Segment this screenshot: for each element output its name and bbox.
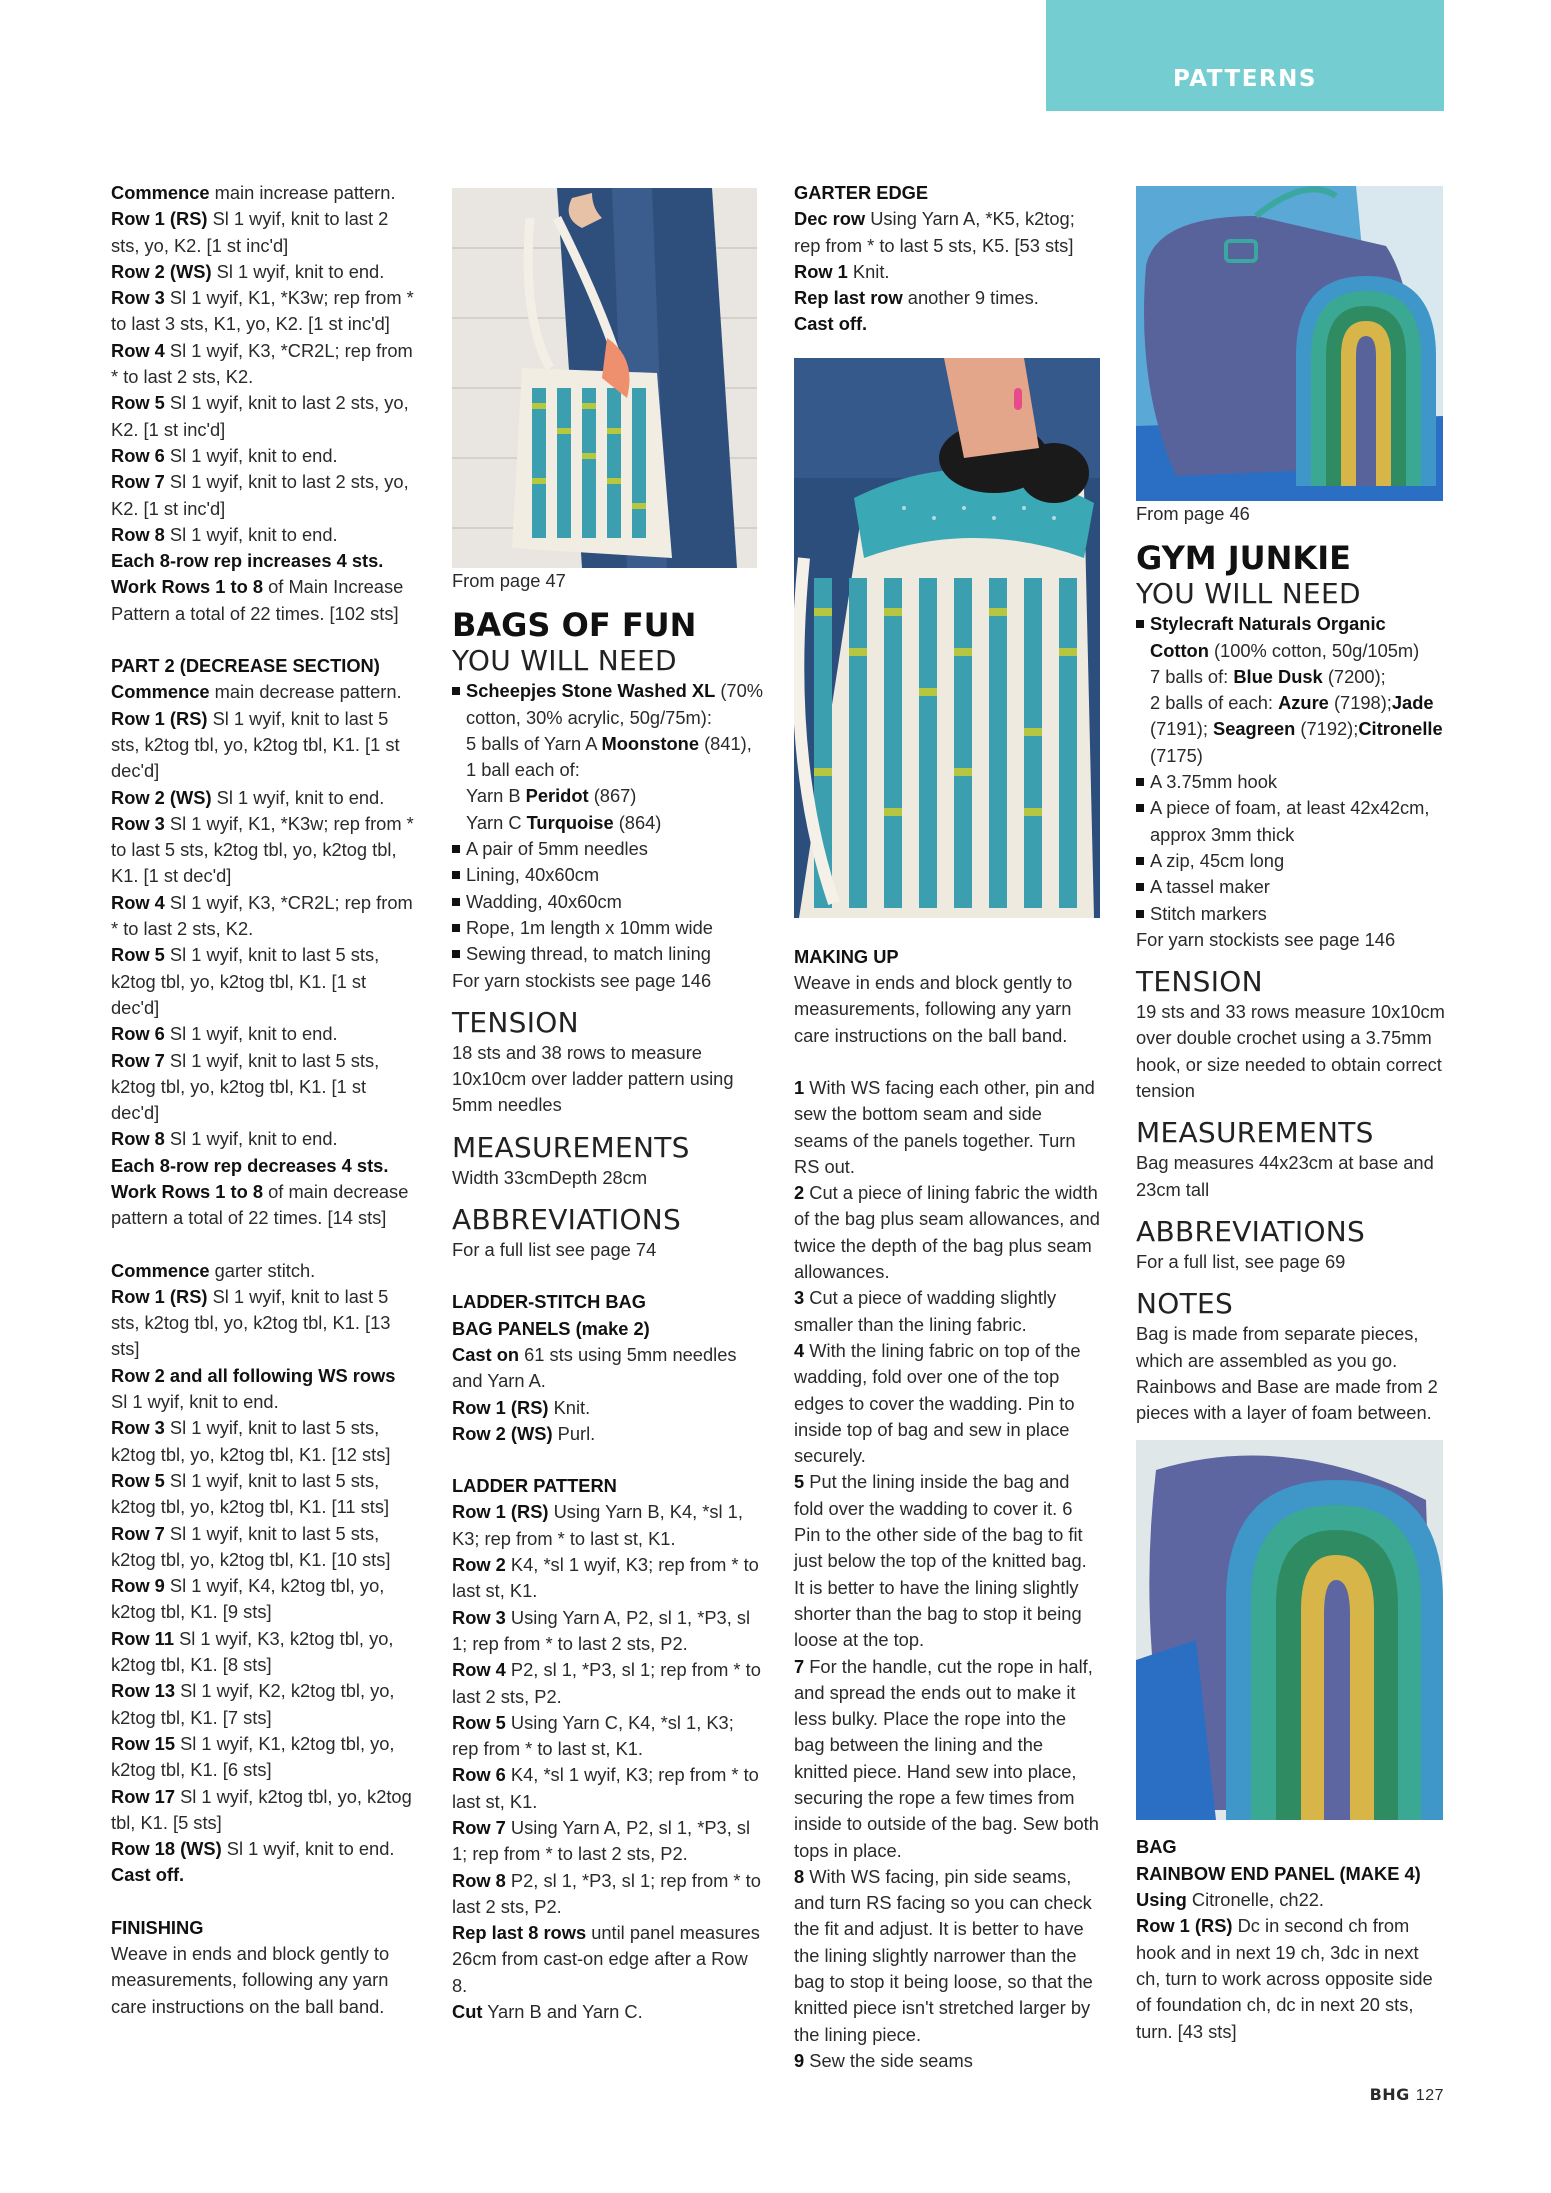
bold-run: Turquoise — [526, 811, 614, 833]
bold-run: Using — [1136, 1889, 1187, 1911]
bold-run: Row 8 — [111, 1128, 165, 1150]
pattern-row — [111, 1862, 416, 1888]
pattern-row: Commence garter stitch. — [111, 1259, 316, 1281]
pattern-row: Row 1 Knit. — [794, 260, 890, 282]
pattern-row: Row 2 and all following WS rows Sl 1 wyif, knit to end. — [111, 1364, 396, 1413]
rainbow-panel-rows — [1136, 1887, 1446, 2045]
bold-run: Commence — [111, 1259, 210, 1281]
bold-run: Moonstone — [601, 732, 700, 754]
bold-run: Row 9 — [111, 1575, 165, 1597]
bold-run: Row 4 — [111, 339, 165, 361]
tension-heading-2: TENSION — [1136, 965, 1263, 999]
pattern-row: 1 With WS facing each other, pin and sew the bottom seam and side seams of the panels together. Turn RS out. — [794, 1076, 1095, 1177]
bold-run: Rep last row — [794, 287, 903, 309]
material-item: Scheepjes Stone Washed XL (70% cotton, 30% acrylic, 50g/75m): 5 balls of Yarn A Moonstone (841), 1 ball each of: Yarn B Peridot (867) Yarn C Turquoise (864) — [452, 678, 764, 836]
bold-run: Row 7 — [111, 1522, 165, 1544]
bold-run: Commence — [111, 681, 210, 703]
pattern-row: Row 5 Sl 1 wyif, knit to last 5 sts, k2tog tbl, yo, k2tog tbl, K1. [1 st dec'd] — [111, 944, 380, 1018]
bold-run: Row 8 — [452, 1869, 506, 1891]
pattern-row: Row 3 Sl 1 wyif, K1, *K3w; rep from * to last 3 sts, K1, yo, K2. [1 st inc'd] — [111, 287, 414, 335]
column-4 — [1136, 186, 1446, 2045]
bold-run: Row 5 — [111, 392, 165, 414]
bold-run: Row 18 (WS) — [111, 1838, 222, 1860]
material-item: Sewing thread, to match lining — [452, 941, 764, 967]
bold-run: 4 — [794, 1339, 805, 1361]
pattern-row: Cast on 61 sts using 5mm needles and Yarn A. — [452, 1343, 737, 1392]
pattern-row: Work Rows 1 to 8 of main decrease pattern a total of 22 times. [14 sts] — [111, 1180, 409, 1229]
notes-heading: NOTES — [1136, 1287, 1234, 1321]
making-up-intro: Weave in ends and block gently to measurements, following any yarn care instructions on the ball band. — [794, 972, 1073, 1046]
page-folio — [1370, 2085, 1444, 2105]
pattern-row: Dec row Using Yarn A, *K5, k2tog; rep from * to last 5 sts, K5. [53 sts] — [794, 208, 1075, 256]
material-item: A 3.75mm hook — [1136, 769, 1446, 795]
tote-bag-closeup-photo — [794, 358, 1100, 918]
bold-run: Seagreen — [1213, 718, 1296, 740]
bold-run: Row 15 — [111, 1732, 176, 1754]
bold-run: Row 5 — [111, 944, 165, 966]
pattern-row: 7 For the handle, cut the rope in half, and spread the ends out to make it less bulky. Place the rope into the bag between the lining and the knitted piece. Hand sew into place, securing the rope a few times from inside to outside of the bag. Sew both tops in place. — [794, 1655, 1099, 1861]
bold-run: Work Rows 1 to 8 — [111, 576, 264, 598]
bold-run: Row 5 — [111, 1469, 165, 1491]
bold-run: Row 1 (RS) — [111, 707, 208, 729]
pattern-row: Row 3 Using Yarn A, P2, sl 1, *P3, sl 1; rep from * to last 2 sts, P2. — [452, 1606, 751, 1654]
column-2 — [452, 188, 764, 2025]
ladder-pattern-rows — [452, 1499, 764, 2025]
pattern-row: Row 6 Sl 1 wyif, knit to end. — [111, 444, 338, 466]
bold-run: Row 11 — [111, 1627, 174, 1649]
bold-run: 9 — [794, 2049, 805, 2071]
pattern-row: 8 With WS facing, pin side seams, and turn RS facing so you can check the fit and adjust. It is better to have the lining slightly narrower than the bag to stop it being loose, so that the knitted piece isn't stretched larger by the lining piece. — [794, 1865, 1093, 2045]
pattern-row: Row 7 Sl 1 wyif, knit to last 5 sts, k2tog tbl, yo, k2tog tbl, K1. [1 st dec'd] — [111, 1049, 380, 1124]
panel-rows — [452, 1342, 764, 1447]
you-will-need-heading: YOU WILL NEED — [452, 644, 677, 678]
tension-heading: TENSION — [452, 1005, 579, 1039]
bold-run: Row 2 (WS) — [111, 260, 212, 282]
bold-run: Row 1 — [794, 260, 848, 282]
bold-run: Row 2 (WS) — [452, 1422, 553, 1444]
pattern-row: Row 8 Sl 1 wyif, knit to end. — [111, 523, 338, 545]
bold-run: Row 2 — [452, 1554, 506, 1576]
pattern-row: 9 Sew the side seams — [794, 2049, 973, 2071]
bold-run: Row 13 — [111, 1680, 176, 1702]
pattern-row: 2 Cut a piece of lining fabric the width of the bag plus seam allowances, and twice the depth of the bag plus seam allowances. — [794, 1182, 1100, 1283]
bold-run: Row 3 — [452, 1606, 506, 1628]
pattern-row: Row 15 Sl 1 wyif, K1, k2tog tbl, yo, k2tog tbl, K1. [6 sts] — [111, 1732, 395, 1781]
bold-run: 2 — [794, 1182, 805, 1204]
garter-edge-heading: GARTER EDGE — [794, 182, 929, 203]
bold-run: 1 — [794, 1076, 805, 1098]
bold-run: Row 3 — [111, 812, 165, 834]
bold-run: Rep last 8 rows — [452, 1922, 587, 1944]
pattern-row: 4 With the lining fabric on top of the wadding, fold over one of the top edges to cover the wadding. Pin to inside top of bag and sew in place securely. — [794, 1339, 1081, 1467]
pattern-row: Row 4 Sl 1 wyif, K3, *CR2L; rep from * to last 2 sts, K2. — [111, 339, 413, 388]
measurements-heading-2: MEASUREMENTS — [1136, 1116, 1374, 1150]
material-item: Stylecraft Naturals Organic Cotton (100% cotton, 50g/105m) 7 balls of: Blue Dusk (7200); 2 balls of each: Azure (7198);Jade (7191); Seagreen (7192);Citronelle (7175) — [1136, 611, 1446, 769]
pattern-row: 3 Cut a piece of wadding slightly smaller than the lining fabric. — [794, 1287, 1057, 1335]
pattern-row: Using Citronelle, ch22. — [1136, 1889, 1324, 1911]
ladder-bag-heading: LADDER-STITCH BAG — [452, 1291, 646, 1313]
materials-list — [452, 678, 764, 967]
pattern-row: Row 1 (RS) Using Yarn B, K4, *sl 1, K3; rep from * to last st, K1. — [452, 1501, 743, 1549]
pattern-title: BAGS OF FUN — [452, 606, 697, 645]
pattern-row: Rep last row another 9 times. — [794, 287, 1039, 309]
page-number: 127 — [1415, 2087, 1444, 2104]
bold-run: Commence — [111, 182, 210, 203]
abbreviations-text-2: For a full list, see page 69 — [1136, 1250, 1346, 1272]
pattern-row: Row 5 Sl 1 wyif, knit to last 2 sts, yo, K2. [1 st inc'd] — [111, 392, 409, 440]
pattern-row: Row 17 Sl 1 wyif, k2tog tbl, yo, k2tog tbl, K1. [5 sts] — [111, 1785, 412, 1833]
abbreviations-text: For a full list see page 74 — [452, 1239, 657, 1261]
finishing-heading: FINISHING — [111, 1916, 204, 1938]
section-tab: PATTERNS — [1046, 0, 1444, 111]
bold-run: Dec row — [794, 208, 866, 230]
bold-run: Each 8-row rep decreases 4 sts. — [111, 1154, 389, 1176]
part2-heading: PART 2 (DECREASE SECTION) — [111, 655, 380, 677]
abbreviations-heading-2: ABBREVIATIONS — [1136, 1214, 1366, 1248]
pattern-row: Commence main decrease pattern. — [111, 681, 402, 703]
pattern-row: Row 1 (RS) Knit. — [452, 1396, 591, 1418]
column-1 — [111, 180, 416, 2020]
bold-run: Cast off. — [794, 313, 868, 335]
stockists-note-2: For yarn stockists see page 146 — [1136, 928, 1396, 950]
bold-run: Stylecraft Naturals Organic Cotton — [1150, 613, 1386, 661]
bold-run: Row 7 — [111, 1049, 165, 1071]
pattern-row: Row 5 Using Yarn C, K4, *sl 1, K3; rep from * to last st, K1. — [452, 1711, 734, 1760]
bold-run: Row 1 (RS) — [111, 208, 208, 230]
material-item: Stitch markers — [1136, 901, 1446, 927]
bold-run: Row 6 — [111, 1023, 165, 1045]
bold-run: Azure — [1278, 692, 1329, 714]
photo-caption-2: From page 46 — [1136, 503, 1250, 524]
material-item: Rope, 1m length x 10mm wide — [452, 915, 764, 941]
pattern-row: Cut Yarn B and Yarn C. — [452, 2001, 643, 2023]
making-up-heading: MAKING UP — [794, 945, 899, 967]
garter-rows — [111, 1258, 416, 1889]
bold-run: Row 5 — [452, 1711, 506, 1733]
pattern-row: Rep last 8 rows until panel measures 26cm from cast-on edge after a Row 8. — [452, 1922, 760, 1996]
bold-run: 8 — [794, 1865, 805, 1887]
bold-run: Work Rows 1 to 8 — [111, 1180, 264, 1202]
pattern-row: Row 8 Sl 1 wyif, knit to end. — [111, 1128, 338, 1150]
bold-run: Cast off. — [111, 1864, 185, 1886]
pattern-row: Row 9 Sl 1 wyif, K4, k2tog tbl, yo, k2tog tbl, K1. [9 sts] — [111, 1575, 385, 1623]
pattern-row: Row 4 P2, sl 1, *P3, sl 1; rep from * to last 2 sts, P2. — [452, 1659, 761, 1707]
pattern-row — [111, 548, 416, 574]
pattern-row: Row 1 (RS) Dc in second ch from hook and in next 19 ch, 3dc in next ch, turn to work across opposite side of foundation ch, dc in next 20 sts, turn. [43 sts] — [1136, 1915, 1433, 2042]
notes-text: Bag is made from separate pieces, which are assembled as you go. Rainbows and Base are made from 2 pieces with a layer of foam between. — [1136, 1323, 1438, 1424]
pattern-row: Row 3 Sl 1 wyif, knit to last 5 sts, k2tog tbl, yo, k2tog tbl, K1. [12 sts] — [111, 1417, 391, 1465]
column-3 — [794, 180, 1100, 2074]
pattern-row: Row 7 Sl 1 wyif, knit to last 2 sts, yo, K2. [1 st inc'd] — [111, 471, 409, 519]
gym-bag-photo — [1136, 186, 1443, 501]
bold-run: Row 4 — [111, 891, 165, 913]
gym-bag-closeup-photo — [1136, 1440, 1443, 1820]
pattern-row: Row 4 Sl 1 wyif, K3, *CR2L; rep from * to last 2 sts, K2. — [111, 891, 413, 940]
bold-run: Cut — [452, 2001, 483, 2023]
stockists-note: For yarn stockists see page 146 — [452, 969, 712, 991]
bold-run: Row 1 (RS) — [452, 1501, 549, 1523]
pattern-row: Commence main increase pattern. — [111, 182, 396, 203]
bold-run: Cast on — [452, 1343, 520, 1365]
you-will-need-heading-2: YOU WILL NEED — [1136, 577, 1361, 611]
bag-heading: BAG — [1136, 1836, 1177, 1858]
material-item: Wadding, 40x60cm — [452, 889, 764, 915]
bold-run: Row 7 — [111, 471, 165, 493]
finishing-text: Weave in ends and block gently to measurements, following any yarn care instructions on the ball band. — [111, 1943, 390, 2017]
bold-run: Row 6 — [452, 1764, 506, 1786]
pattern-row: Row 2 (WS) Sl 1 wyif, knit to end. — [111, 260, 385, 282]
decrease-rows — [111, 679, 416, 1231]
bold-run: 5 — [794, 1471, 805, 1493]
bold-run: Jade — [1391, 692, 1434, 714]
garter-edge-rows — [794, 206, 1100, 337]
pattern-row: Row 1 (RS) Sl 1 wyif, knit to last 2 sts, yo, K2. [1 st inc'd] — [111, 208, 389, 256]
bold-run: Row 17 — [111, 1785, 176, 1807]
tension-text-2: 19 sts and 33 rows measure 10x10cm over double crochet using a 3.75mm hook, or size needed to obtain correct tension — [1136, 1001, 1445, 1102]
materials-list-2 — [1136, 611, 1446, 927]
pattern-row: Row 1 (RS) Sl 1 wyif, knit to last 5 sts, k2tog tbl, yo, k2tog tbl, K1. [1 st dec'd] — [111, 707, 400, 782]
pattern-row: 5 Put the lining inside the bag and fold over the wadding to cover it. 6 Pin to the other side of the bag to fit just below the top of the knitted bag. It is better to have the lining slightly shorter than the bag to stop it being loose at the top. — [794, 1471, 1087, 1651]
measurements-text-2: Bag measures 44x23cm at base and 23cm tall — [1136, 1152, 1434, 1200]
bold-run: Row 1 (RS) — [452, 1396, 549, 1418]
ladder-pattern-heading: LADDER PATTERN — [452, 1475, 617, 1497]
bold-run: Row 3 — [111, 1417, 165, 1439]
pattern-row: Row 2 (WS) Purl. — [452, 1422, 596, 1444]
bold-run: Blue Dusk — [1233, 665, 1323, 687]
bold-run: Peridot — [525, 785, 589, 807]
pattern-row: Row 7 Using Yarn A, P2, sl 1, *P3, sl 1; rep from * to last 2 sts, P2. — [452, 1816, 751, 1865]
bold-run: Row 1 (RS) — [111, 1285, 208, 1307]
pattern-row — [111, 1153, 416, 1179]
pattern-row: Row 2 K4, *sl 1 wyif, K3; rep from * to last st, K1. — [452, 1554, 759, 1602]
pattern-row: Row 11 Sl 1 wyif, K3, k2tog tbl, yo, k2tog tbl, K1. [8 sts] — [111, 1627, 394, 1676]
bold-run: Citronelle — [1358, 718, 1443, 740]
making-up-steps — [794, 1075, 1100, 2074]
rainbow-panel-heading: RAINBOW END PANEL (MAKE 4) — [1136, 1862, 1421, 1884]
bold-run: Scheepjes Stone Washed XL — [466, 680, 716, 702]
bag-panels-heading: BAG PANELS (make 2) — [452, 1317, 650, 1339]
bold-run: Row 8 — [111, 523, 165, 545]
bold-run: Row 2 (WS) — [111, 786, 212, 808]
abbreviations-heading: ABBREVIATIONS — [452, 1203, 682, 1237]
pattern-row: Row 3 Sl 1 wyif, K1, *K3w; rep from * to last 5 sts, k2tog tbl, yo, k2tog tbl, K1. [1 st dec'd] — [111, 812, 414, 887]
bold-run: Row 3 — [111, 287, 165, 309]
pattern-row: Row 6 Sl 1 wyif, knit to end. — [111, 1023, 338, 1045]
pattern-row: Row 1 (RS) Sl 1 wyif, knit to last 5 sts, k2tog tbl, yo, k2tog tbl, K1. [13 sts] — [111, 1285, 391, 1360]
pattern-row: Row 18 (WS) Sl 1 wyif, knit to end. — [111, 1838, 395, 1860]
photo-caption: From page 47 — [452, 570, 566, 591]
bold-run: Row 2 and all following WS rows — [111, 1364, 396, 1386]
material-item: A zip, 45cm long — [1136, 848, 1446, 874]
bold-run: 7 — [794, 1655, 805, 1677]
pattern-row: Row 13 Sl 1 wyif, K2, k2tog tbl, yo, k2tog tbl, K1. [7 sts] — [111, 1680, 395, 1728]
increase-rows — [111, 180, 416, 627]
material-item: A pair of 5mm needles — [452, 836, 764, 862]
pattern-row: Row 5 Sl 1 wyif, knit to last 5 sts, k2tog tbl, yo, k2tog tbl, K1. [11 sts] — [111, 1469, 390, 1518]
bold-run: 3 — [794, 1287, 805, 1309]
pattern-row — [794, 311, 1100, 337]
measurements-heading: MEASUREMENTS — [452, 1130, 690, 1164]
material-item: Lining, 40x60cm — [452, 862, 764, 888]
pattern-row: Row 2 (WS) Sl 1 wyif, knit to end. — [111, 786, 385, 808]
pattern-row: Row 7 Sl 1 wyif, knit to last 5 sts, k2tog tbl, yo, k2tog tbl, K1. [10 sts] — [111, 1522, 391, 1570]
pattern-row: Row 6 K4, *sl 1 wyif, K3; rep from * to last st, K1. — [452, 1764, 759, 1812]
pattern-row: Work Rows 1 to 8 of Main Increase Pattern a total of 22 times. [102 sts] — [111, 576, 404, 624]
bold-run: Row 7 — [452, 1816, 506, 1838]
pattern-row: Row 8 P2, sl 1, *P3, sl 1; rep from * to last 2 sts, P2. — [452, 1869, 761, 1917]
pattern-title-2: GYM JUNKIE — [1136, 539, 1351, 578]
bold-run: Row 6 — [111, 444, 165, 466]
bold-run: Each 8-row rep increases 4 sts. — [111, 550, 384, 572]
tension-text: 18 sts and 38 rows to measure 10x10cm over ladder pattern using 5mm needles — [452, 1041, 734, 1116]
measurements-text: Width 33cmDepth 28cm — [452, 1166, 648, 1188]
brand-logo: BHG — [1369, 2085, 1410, 2104]
bold-run: Row 4 — [452, 1659, 506, 1681]
material-item: A piece of foam, at least 42x42cm, approx 3mm thick — [1136, 795, 1446, 848]
material-item: A tassel maker — [1136, 874, 1446, 900]
tote-bag-photo — [452, 188, 757, 568]
bold-run: Row 1 (RS) — [1136, 1915, 1233, 1937]
